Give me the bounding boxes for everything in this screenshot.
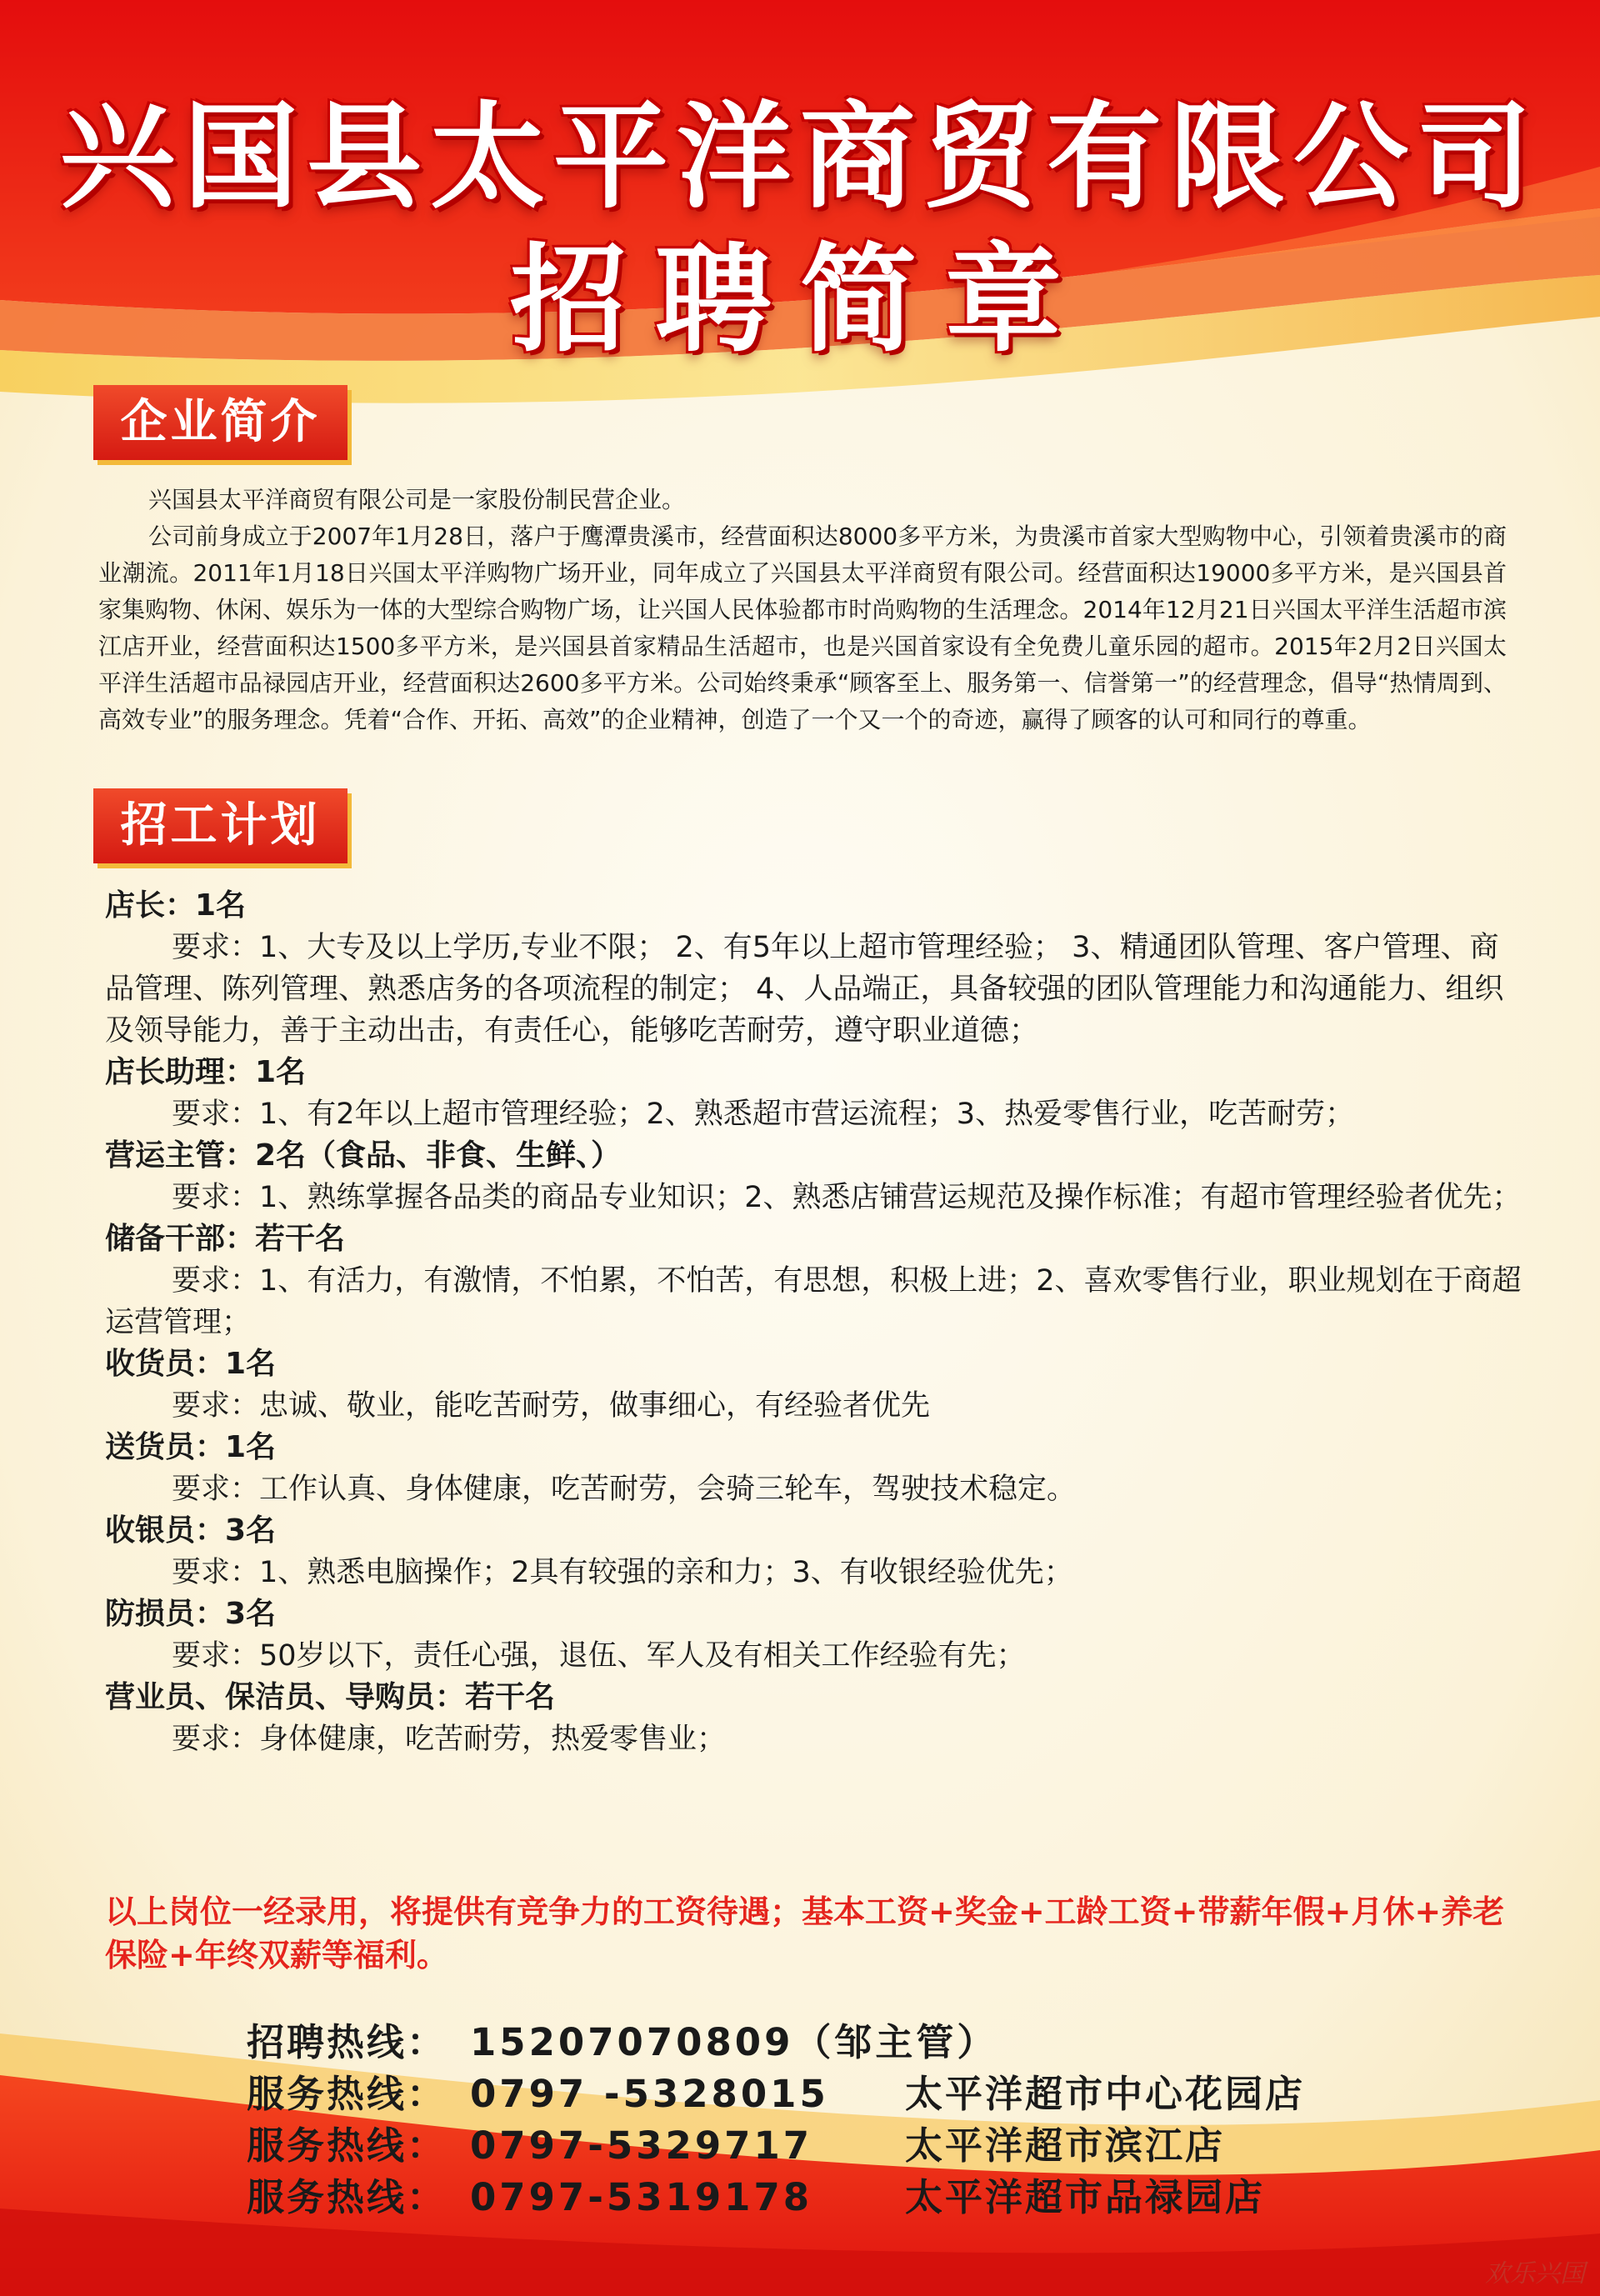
- position-item: [105, 1135, 1522, 1218]
- hotline-recruitment: [247, 2017, 1413, 2068]
- position-item: [105, 1427, 1522, 1510]
- position-item: [105, 885, 1522, 1052]
- position-title: 营业员、保洁员、导购员：若干名: [105, 1680, 556, 1714]
- hotline-service: [247, 2172, 1413, 2223]
- position-item: [105, 1677, 1522, 1760]
- watermark-logo: 欢乐兴国: [1485, 2259, 1585, 2288]
- hotline-label: 招聘热线：: [247, 2020, 448, 2064]
- company-intro: [98, 482, 1507, 738]
- hotline-service: [247, 2068, 1413, 2120]
- position-item: [105, 1593, 1522, 1677]
- positions-list: [105, 885, 1522, 1760]
- hotline-list: [247, 2017, 1413, 2223]
- hotline-label: 服务热线：: [247, 2123, 448, 2168]
- position-requirement: 要求：身体健康，吃苦耐劳，热爱零售业；: [172, 1723, 727, 1756]
- hotline-label: 服务热线：: [247, 2175, 448, 2219]
- position-title: 送货员：1名: [105, 1430, 277, 1464]
- hotline-service: [247, 2120, 1413, 2172]
- position-requirement: 要求：1、有活力，有激情，不怕累，不怕苦，有思想，积极上进；2、喜欢零售行业，职业规划在于商超运营管理；: [105, 1264, 1522, 1339]
- intro-paragraph: 公司前身成立于2007年1月28日，落户于鹰潭贵溪市，经营面积达8000多平方米，为贵溪市首家大型购物中心，引领着贵溪市的商业潮流。2011年1月18日兴国太平洋购物广场开业，同年成立了兴国县太平洋商贸有限公司。经营面积达19000多平方米，是兴国县首家集购物、休闲、娱乐为一体的大型综合购物广场，让兴国人民体验都市时尚购物的生活理念。2014年12月21日兴国太平洋生活超市滨江店开业，经营面积达1500多平方米，是兴国县首家精品生活超市，也是兴国首家设有全免费儿童乐园的超市。2015年2月2日兴国太平洋生活超市品禄园店开业，经营面积达2600多平方米。公司始终秉承“顾客至上、服务第一、信誉第一”的经营理念，倡导“热情周到、高效专业”的服务理念。凭着“合作、开拓、高效”的企业精神，创造了一个又一个的奇迹，赢得了顾客的认可和同行的尊重。: [98, 523, 1507, 733]
- position-requirement: 要求：1、熟练掌握各品类的商品专业知识；2、熟悉店铺营运规范及操作标准；有超市管理经验者优先；: [172, 1181, 1522, 1214]
- recruitment-title: 招聘简章: [509, 233, 1090, 368]
- hotline-number: 0797 -5328015: [470, 2072, 829, 2116]
- position-item: [105, 1343, 1522, 1427]
- position-title: 店长：1名: [105, 888, 247, 923]
- hotline-label: 服务热线：: [247, 2072, 448, 2116]
- position-requirement: 要求：工作认真、身体健康，吃苦耐劳，会骑三轮车，驾驶技术稳定。: [172, 1473, 1077, 1506]
- hotline-store: 太平洋超市中心花园店: [905, 2072, 1306, 2116]
- position-title: 店长助理：1名: [105, 1055, 307, 1089]
- section-tag-company-intro: 企业简介: [93, 385, 348, 460]
- position-title: 防损员：3名: [105, 1597, 277, 1631]
- position-item: [105, 1218, 1522, 1343]
- position-title: 收货员：1名: [105, 1347, 277, 1381]
- position-requirement: 要求：1、有2年以上超市管理经验；2、熟悉超市营运流程；3、热爱零售行业，吃苦耐劳；: [172, 1098, 1355, 1131]
- position-item: [105, 1510, 1522, 1593]
- position-title: 收银员：3名: [105, 1513, 277, 1548]
- hotline-number: 0797-5319178: [470, 2175, 813, 2219]
- position-title: 储备干部：若干名: [105, 1222, 346, 1256]
- position-requirement: 要求：50岁以下，责任心强，退伍、军人及有相关工作经验有先；: [172, 1639, 1026, 1673]
- company-title: 兴国县太平洋商贸有限公司: [59, 90, 1540, 224]
- position-item: [105, 1052, 1522, 1135]
- hotline-number: 15207070809（邹主管）: [470, 2020, 998, 2064]
- position-title: 营运主管：2名（食品、非食、生鲜、）: [105, 1138, 622, 1173]
- hotline-store: 太平洋超市滨江店: [905, 2123, 1226, 2168]
- position-requirement: 要求：1、熟悉电脑操作；2具有较强的亲和力；3、有收银经验优先；: [172, 1556, 1073, 1589]
- section-tag-hiring-plan: 招工计划: [93, 788, 348, 863]
- benefits-notice: 以上岗位一经录用，将提供有竞争力的工资待遇；基本工资+奖金+工龄工资+带薪年假+月休+养老保险+年终双薪等福利。: [105, 1893, 1505, 1973]
- position-requirement: 要求：1、大专及以上学历,专业不限； 2、有5年以上超市管理经验； 3、精通团队管理、客户管理、商品管理、陈列管理、熟悉店务的各项流程的制定； 4、人品端正，具备较强的团队管理能力和沟通能力、组织及领导能力，善于主动出击，有责任心，能够吃苦耐劳，遵守职业道德；: [105, 931, 1504, 1048]
- hotline-number: 0797-5329717: [470, 2123, 813, 2168]
- hotline-store: 太平洋超市品禄园店: [905, 2175, 1266, 2219]
- intro-paragraph: 兴国县太平洋商贸有限公司是一家股份制民营企业。: [148, 486, 686, 513]
- position-requirement: 要求：忠诚、敬业，能吃苦耐劳，做事细心，有经验者优先: [172, 1389, 931, 1423]
